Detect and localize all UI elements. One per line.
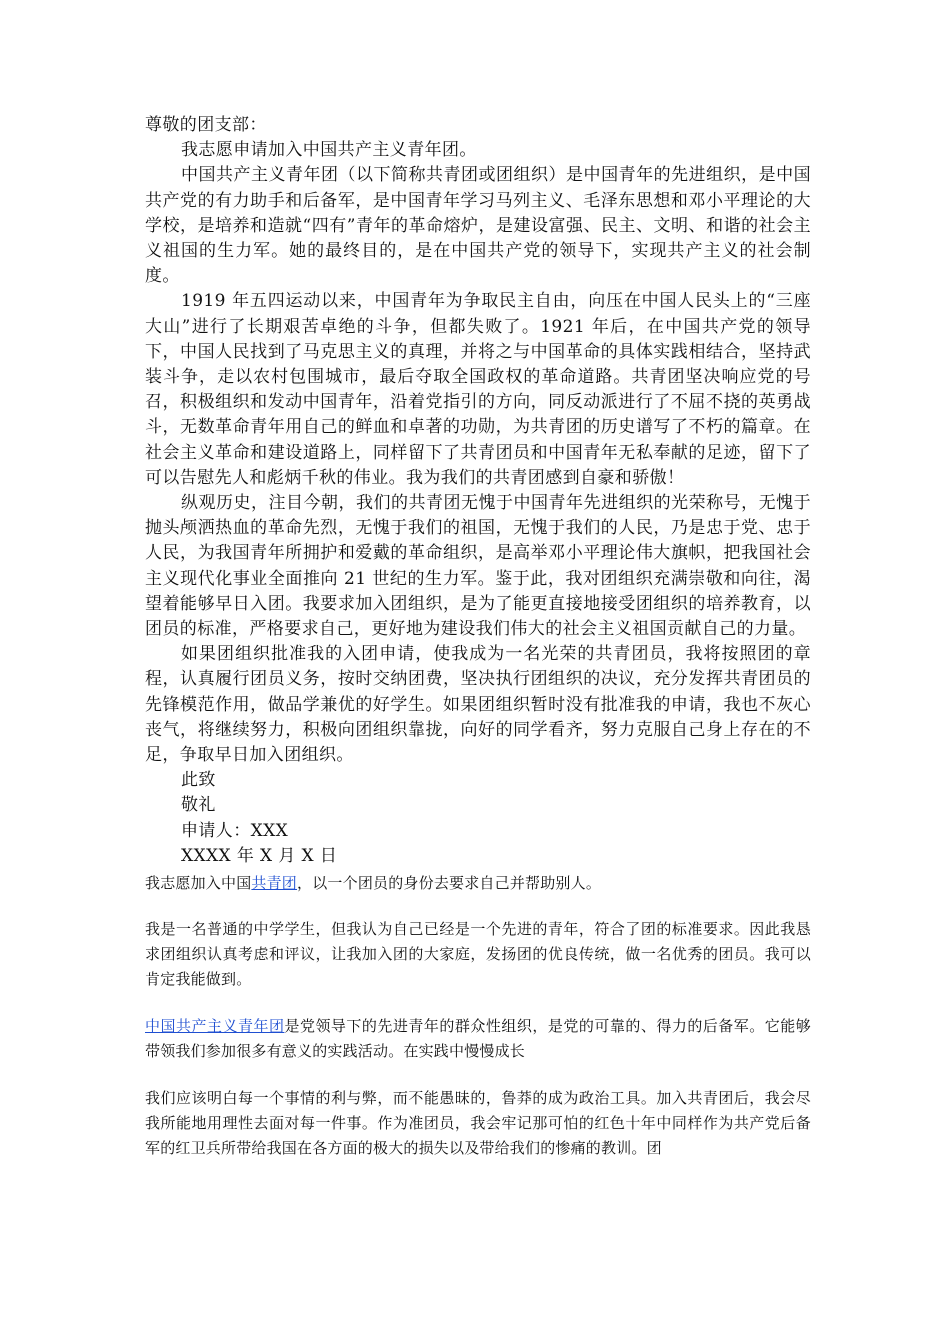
extra-paragraph-1 <box>145 871 811 896</box>
application-letter <box>145 113 811 869</box>
extra-p1-text-before: 我志愿加入中国 <box>145 874 252 893</box>
extra-paragraph-4: 我们应该明白每一个事情的利与弊，而不能愚昧的，鲁莽的成为政治工具。加入共青团后，我会尽我所能地用理性去面对每一件事。作为准团员，我会牢记那可怕的红色十年中同样作为共产党后备军的红卫兵所带给我国在各方面的极大的损失以及带给我们的惨痛的教训。团 <box>145 1089 811 1158</box>
extra-paragraph-3 <box>145 1014 811 1064</box>
extra-p1-text-after: ，以一个团员的身份去要求自己并帮助别人。 <box>297 874 602 893</box>
salutation: 尊敬的团支部： <box>145 115 267 135</box>
body-paragraph-1: 中国共产主义青年团（以下简称共青团或团组织）是中国青年的先进组织，是中国共产党的有力助手和后备军，是中国青年学习马列主义、毛泽东思想和邓小平理论的大学校，是培养和造就“四有”青年的革命熔炉，是建设富强、民主、文明、和谐的社会主义祖国的生力军。她的最终目的，是在中国共产党的领导下，实现共产主义的社会制度。 <box>145 165 811 287</box>
opening-line: 我志愿申请加入中国共产主义青年团。 <box>181 140 477 161</box>
body-paragraph-4: 如果团组织批准我的入团申请，使我成为一名光荣的共青团员，我将按照团的章程，认真履行团员义务，按时交纳团费，坚决执行团组织的决议，充分发挥共青团员的先锋模范作用，做品学兼优的好学生。如果团组织暂时没有批准我的申请，我也不灰心丧气，将继续努力，积极向团组织靠拢，向好的同学看齐，努力克服自己身上存在的不足，争取早日加入团组织。 <box>145 644 811 766</box>
date-line: XXXX 年 X 月 X 日 <box>181 845 338 866</box>
closing-cizhi: 此致 <box>181 770 216 791</box>
body-paragraph-3: 纵观历史，注目今朝，我们的共青团无愧于中国青年先进组织的光荣称号，无愧于抛头颅洒热血的革命先烈，无愧于我们的祖国，无愧于我们的人民，乃是忠于党、忠于人民，为我国青年所拥护和爱戴的革命组织，是高举邓小平理论伟大旗帜，把我国社会主义现代化事业全面推向 21 世纪的生力军。鉴于此，我对团组织充满崇敬和向往，渴望着能够早日入团。我要求加入团组织，是为了能更直接地接受团组织的培养教育，以团员的标准，严格要求自己，更好地为建设我们伟大的社会主义祖国贡献自己的力量。 <box>145 493 811 640</box>
closing-jingli: 敬礼 <box>181 795 216 816</box>
document-page <box>145 113 811 1183</box>
additional-text <box>145 871 811 1161</box>
link-zhongguo-gongchanzhuyi-qingniantuan[interactable]: 中国共产主义青年团 <box>145 1017 285 1036</box>
applicant-line: 申请人：XXX <box>181 820 289 841</box>
extra-p3-text: 是党领导下的先进青年的群众性组织，是党的可靠的、得力的后备军。它能够带领我们参加很多有意义的实践活动。在实践中慢慢成长 <box>145 1017 811 1061</box>
link-gongqingtuan[interactable]: 共青团 <box>251 874 298 893</box>
body-paragraph-2: 1919 年五四运动以来，中国青年为争取民主自由，向压在中国人民头上的“三座大山”进行了长期艰苦卓绝的斗争，但都失败了。1921 年后，在中国共产党的领导下，中国人民找到了马克思主义的真理，并将之与中国革命的具体实践相结合，坚持武装斗争，走以农村包围城市，最后夺取全国政权的革命道路。共青团坚决响应党的号召，积极组织和发动中国青年，沿着党指引的方向，同反动派进行了不屈不挠的英勇战斗，无数革命青年用自己的鲜血和卓著的功勋，为共青团的历史谱写了不朽的篇章。在社会主义革命和建设道路上，同样留下了共青团员和中国青年无私奉献的足迹，留下了可以告慰先人和彪炳千秋的伟业。我为我们的共青团感到自豪和骄傲！ <box>145 291 811 488</box>
extra-paragraph-2: 我是一名普通的中学学生，但我认为自己已经是一个先进的青年，符合了团的标准要求。因此我恳求团组织认真考虑和评议，让我加入团的大家庭，发扬团的优良传统，做一名优秀的团员。我可以肯定我能做到。 <box>145 920 811 989</box>
